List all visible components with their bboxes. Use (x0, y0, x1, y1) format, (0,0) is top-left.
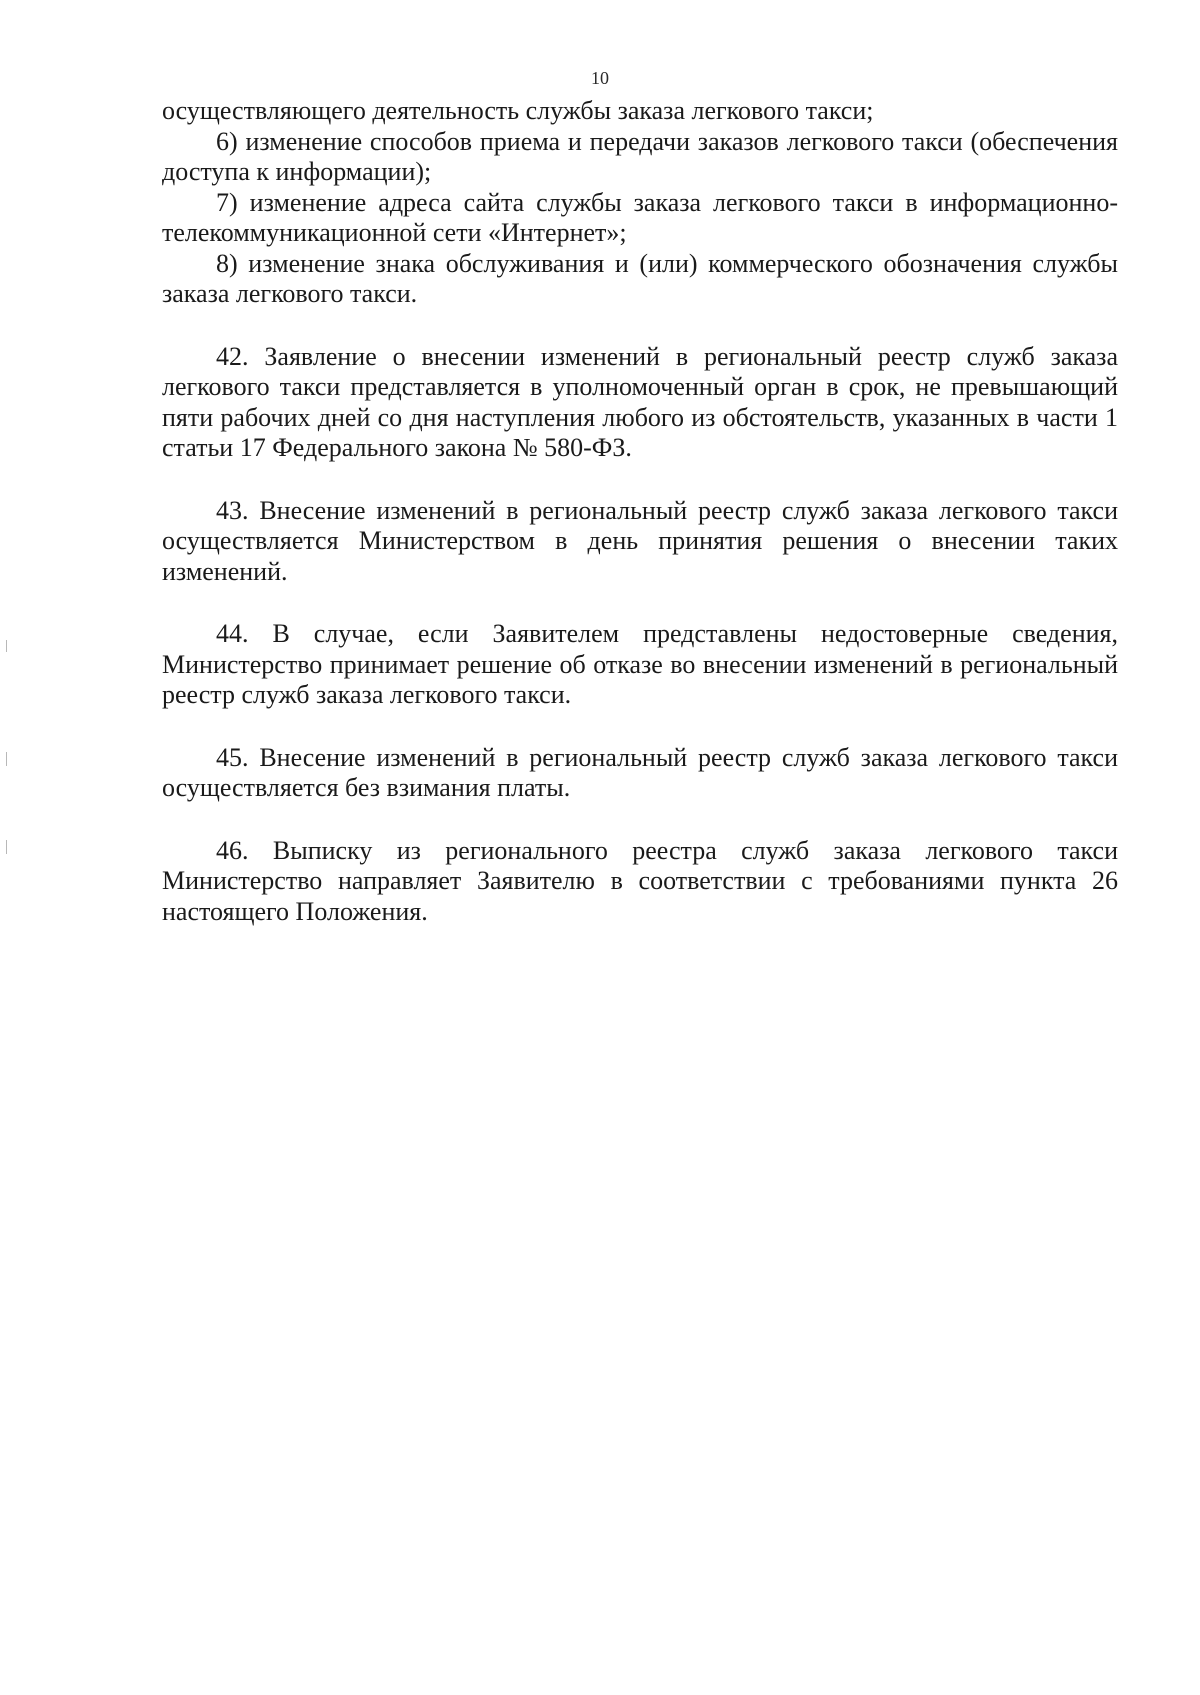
paragraph-45: 45. Внесение изменений в региональный реестр служб заказа легкового такси осуществляется без взимания платы. (162, 742, 1118, 802)
paragraph-carry-over: осуществляющего деятельность службы заказа легкового такси; (162, 96, 874, 125)
paragraph-44: 44. В случае, если Заявителем представлены недостоверные сведения, Министерство принимает решение об отказе во внесении изменений в региональный реестр служб заказа легкового такси. (162, 619, 1118, 709)
page-number: 10 (591, 68, 609, 88)
scan-artifact (6, 752, 7, 766)
scan-artifact (6, 640, 7, 652)
paragraph-43: 43. Внесение изменений в региональный реестр служб заказа легкового такси осуществляется Министерством в день принятия решения о внесении таких изменений. (162, 495, 1118, 586)
list-item-7: 7) изменение адреса сайта службы заказа легкового такси в информационно-телекоммуникационной сети «Интернет»; (162, 187, 1118, 247)
paragraph-46: 46. Выписку из регионального реестра служб заказа легкового такси Министерство направляет Заявителю в соответствии с требованиями пункта 26 настоящего Положения. (162, 835, 1118, 926)
paragraph-42: 42. Заявление о внесении изменений в региональный реестр служб заказа легкового такси представляется в уполномоченный орган в срок, не превышающий пяти рабочих дней со дня наступления любого из обстоятельств, указанных в части 1 статьи 17 Федерального закона № 580-ФЗ. (162, 341, 1118, 462)
list-item-6: 6) изменение способов приема и передачи заказов легкового такси (обеспечения доступа к информации); (162, 126, 1118, 186)
scan-artifact (6, 840, 7, 854)
list-item-8: 8) изменение знака обслуживания и (или) коммерческого обозначения службы заказа легкового такси. (162, 248, 1118, 308)
document-body (162, 96, 1118, 927)
